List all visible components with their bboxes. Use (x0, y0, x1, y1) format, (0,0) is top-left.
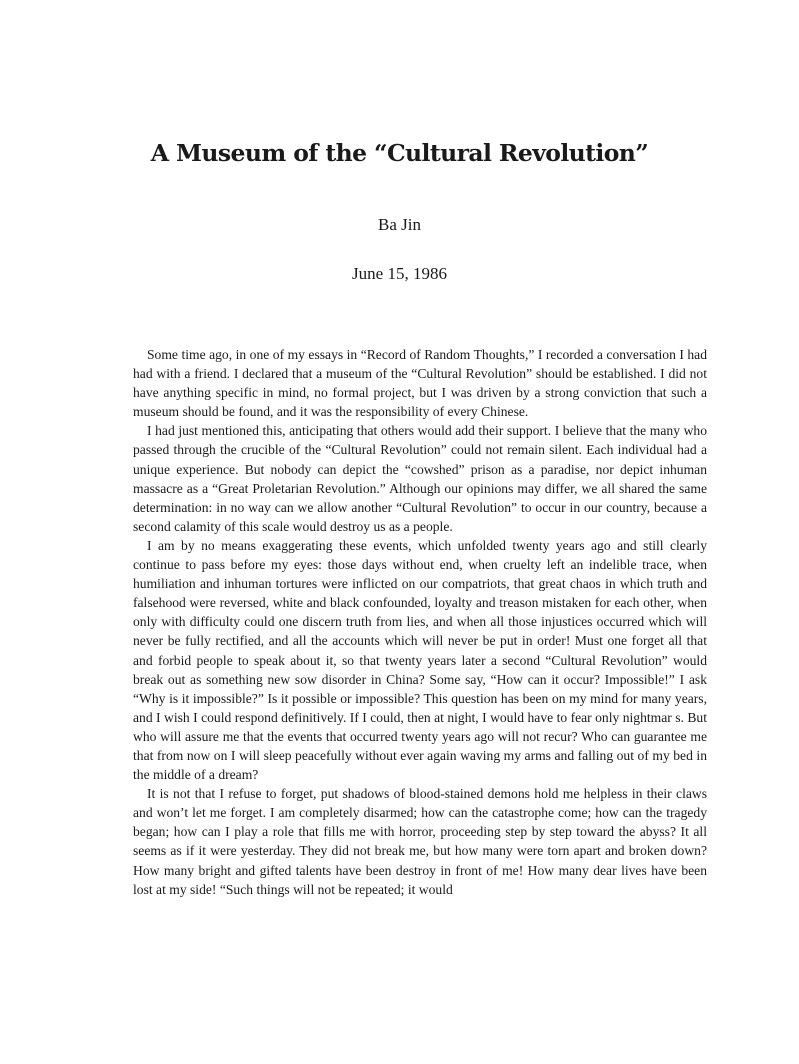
document-date: June 15, 1986 (352, 264, 447, 283)
body-paragraph: I had just mentioned this, anticipating that others would add their support. I believe that the many who passed through the crucible of the “Cultural Revolution” could not remain silent. Each individual had a unique experience. But nobody can depict the “cowshed” prison as a paradise, nor depict inhuman massacre as a “Great Proletarian Revolution.” Although our opinions may differ, we all shared the same determination: in no way can we allow another “Cultural Revolution” to occur in our country, because a second calamity of this scale would destroy us as a people. (133, 423, 707, 534)
body-paragraph: I am by no means exaggerating these events, which unfolded twenty years ago and still clearly continue to pass before my eyes: those days without end, when cruelty left an indelible trace, when humiliation and inhuman tortures were inflicted on our compatriots, that great chaos in which truth and falsehood were reversed, white and black confounded, loyalty and treason mistaken for each other, when only with difficulty could one discern truth from lies, and when all those injustices occurred which will never be fully rectified, and all the accounts which will never be put in order! Must one forget all that and forbid people to speak about it, so that twenty years later a second “Cultural Revolution” would break out as something new sow disorder in China? Some say, “How can it occur? Impossible!” I ask “Why is it impossible?” Is it possible or impossible? This question has been on my mind for many years, and I wish I could respond definitively. If I could, then at night, I would have to fear only nightmar s. But who will assure me that the events that occurred twenty years ago will not recur? Who can guarantee me that from now on I will sleep peacefully without ever again waving my arms and falling out of my bed in the middle of a dream? (133, 537, 707, 783)
author-name: Ba Jin (378, 215, 421, 234)
document-title: A Museum of the “Cultural Revolution” (150, 139, 649, 167)
body-paragraph: It is not that I refuse to forget, put shadows of blood-stained demons hold me helpless in their claws and won’t let me forget. I am completely disarmed; how can the catastrophe come; how can the tragedy began; how can I play a role that fills me with horror, proceeding step by step toward the abyss? It all seems as if it were yesterday. They did not break me, but how many were torn apart and broken down? How many bright and gifted talents have been destroy in front of me! How many dear lives have been lost at my side! “Such things will not be repeated; it would (133, 786, 707, 897)
body-paragraph: Some time ago, in one of my essays in “Record of Random Thoughts,” I recorded a conversation I had had with a friend. I declared that a museum of the “Cultural Revolution” should be established. I did not have anything specific in mind, no formal project, but I was driven by a strong conviction that such a museum should be found, and it was the responsibility of every Chinese. (133, 347, 707, 420)
document-body (133, 345, 707, 899)
